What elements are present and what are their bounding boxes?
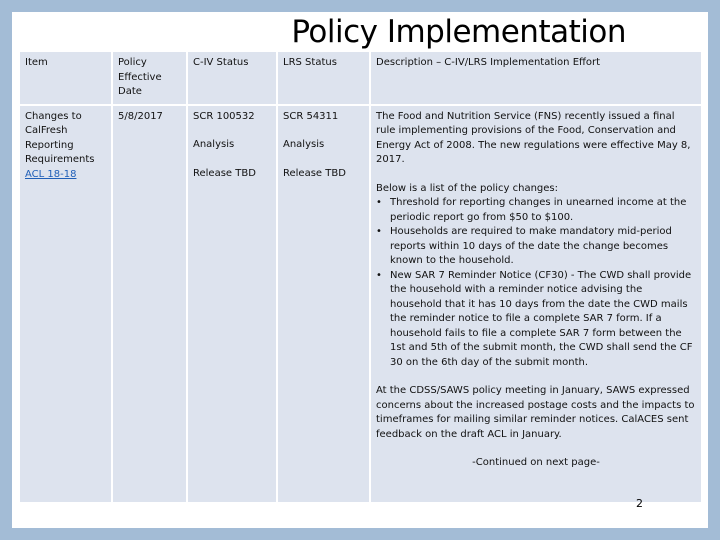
civ-release: Release TBD (193, 167, 256, 179)
bullet-text: Threshold for reporting changes in unearned income at the periodic report go from $50 to $100. (390, 197, 687, 223)
table-row (19, 105, 702, 503)
list-item (376, 196, 696, 225)
header-civ-status: C-IV Status (187, 51, 277, 105)
bullet-icon: • (376, 226, 382, 237)
lrs-release: Release TBD (283, 167, 346, 179)
civ-analysis: Analysis (193, 139, 235, 150)
page-title: Policy Implementation (291, 14, 626, 50)
slide (12, 12, 708, 528)
bullet-text: New SAR 7 Reminder Notice (CF30) - The CWD shall provide the household with a reminder notice advising the household that it has 10 days from the date the CWD mails the reminder notice to file a complete SAR 7 form. If a household fails to file a complete SAR 7 form between the 1st and 5th of the submit month, the CWD shall send the CF 30 on the 6th day of the submit month. (390, 269, 693, 368)
policy-table (18, 50, 703, 504)
cell-lrs-status (277, 105, 370, 503)
lrs-analysis: Analysis (283, 139, 325, 150)
bullet-text: Households are required to make mandatory mid-period reports within 10 days of the date the change becomes known to the household. (390, 226, 672, 266)
header-effective-date: Policy Effective Date (112, 51, 187, 105)
description-meeting: At the CDSS/SAWS policy meeting in January, SAWS expressed concerns about the increased postage costs and the impacts to timeframes for mailing similar reminder notices. CalACES sent feedback on the draft ACL in January. (376, 385, 695, 440)
header-lrs-status: LRS Status (277, 51, 370, 105)
header-item: Item (19, 51, 112, 105)
lrs-scr: SCR 54311 (283, 110, 339, 122)
policy-changes-list (376, 196, 696, 370)
page-number: 2 (636, 497, 643, 510)
list-item (376, 269, 696, 371)
cell-description (370, 105, 702, 503)
cell-item (19, 105, 112, 503)
table-header-row (19, 51, 702, 105)
item-text: Changes to CalFresh Reporting Requirements (25, 110, 95, 165)
header-description: Description – C-IV/LRS Implementation Effort (370, 51, 702, 105)
list-item (376, 225, 696, 269)
cell-civ-status (187, 105, 277, 503)
description-intro: The Food and Nutrition Service (FNS) recently issued a final rule implementing provisions of the Food, Conservation and Energy Act of 2008. The new regulations were effective May 8, 2017. (376, 110, 691, 165)
continued-note: -Continued on next page- (472, 457, 600, 468)
bullet-icon: • (376, 269, 382, 281)
civ-scr: SCR 100532 (193, 110, 255, 122)
description-list-intro: Below is a list of the policy changes: (376, 182, 559, 194)
bullet-icon: • (376, 197, 382, 208)
acl-link[interactable]: ACL 18-18 (25, 168, 77, 180)
cell-effective-date: 5/8/2017 (112, 105, 187, 503)
